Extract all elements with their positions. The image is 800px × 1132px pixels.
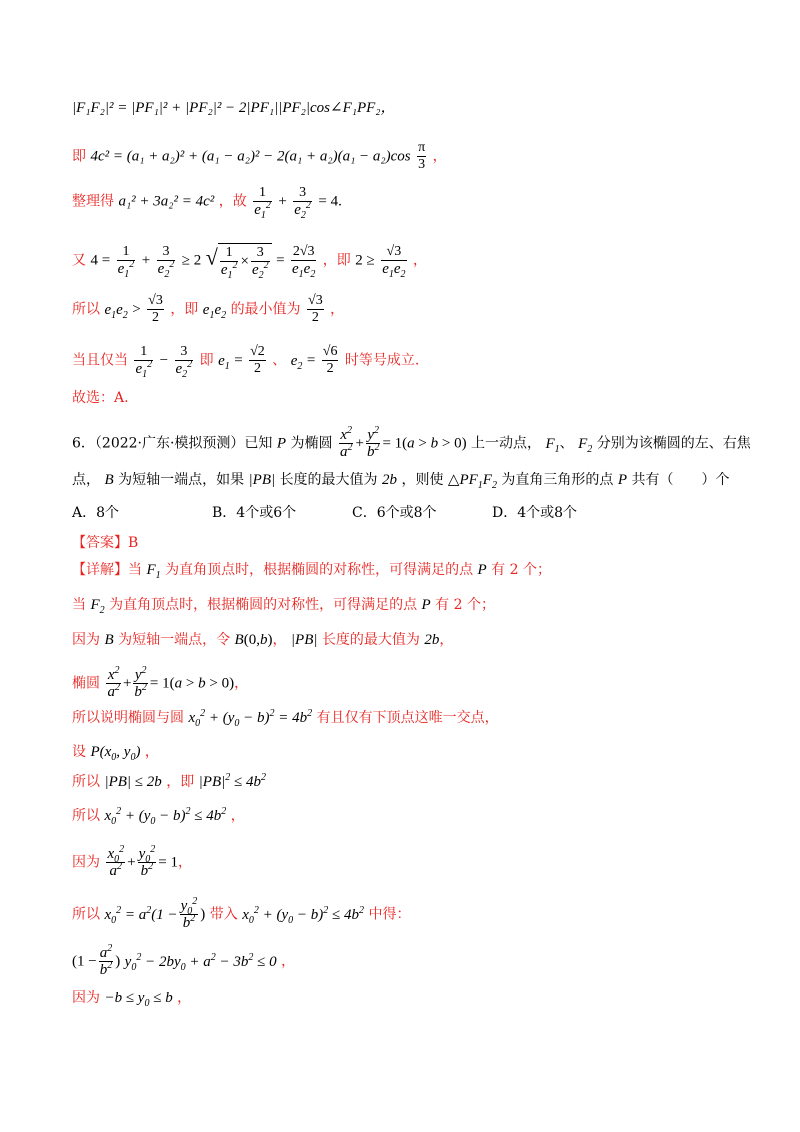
label-equality-holds: 时等号成立.	[344, 352, 420, 369]
label-you: 又	[72, 252, 86, 269]
text: 为短轴一端点，如果	[118, 472, 245, 488]
text: ，则使	[401, 472, 444, 488]
label-zhengli: 整理得	[72, 193, 114, 210]
text: 带入	[209, 906, 238, 923]
text: ，	[177, 990, 192, 1006]
option-b[interactable]: B．4个或6个	[212, 505, 297, 521]
label-ji: ，即	[322, 252, 351, 269]
comma: ，	[432, 148, 447, 165]
text: ，	[281, 953, 296, 970]
formula-line-5: 所以 $e_1e_2$ > $\frac{√3}{2}$ ，即 $e_1e_2$ 的最小值为 $\frac{√3}{2}$ ，	[72, 293, 345, 325]
text: 点，	[72, 472, 100, 488]
label-suoyi: 所以	[72, 301, 100, 318]
question-6-line-1: 6．（2022·广东·模拟预测）已知 P 为椭圆 $\frac{x^2}{a^2}$ + $\frac{y^2}{b^2}$ = 1(a > b > 0) 上一动点， $F_1$、 $F_2$ 分别为该椭圆的左、右焦	[72, 425, 751, 460]
choice-text: 故选：A.	[72, 390, 129, 406]
detail-line-11: (1 − $\frac{a^2}{b^2}$ ) $y_0^2 - 2by_0 + a^2 - 3b^2 \le 0$ ，	[72, 943, 296, 978]
detail-line-7: 所以 |PB| ≤ 2b ，即 $|PB|^2 \le 4b^2$	[72, 772, 266, 790]
label-iff: 当且仅当	[72, 352, 128, 369]
label-min-value: 的最小值为	[230, 301, 301, 318]
choice-result	[72, 388, 129, 408]
formula-line-2	[72, 140, 447, 173]
text: 有且仅有下顶点这唯一交点，	[316, 710, 499, 726]
text: 因为	[72, 990, 100, 1006]
text: ，	[144, 744, 159, 760]
detail-line-10: 所以 $x_0^2 = a^2(1$ − $\frac{y_0^2}{b^2}$ ) 带入 $x_0^2 + (y_0 - b)^2 \le 4b^2$ 中得：	[72, 896, 411, 931]
answer-text: 【答案】B	[72, 535, 139, 551]
text: 为椭圆	[290, 435, 333, 452]
option-c[interactable]: C．6个或8个	[352, 505, 437, 521]
formula-line-6: 当且仅当 $\frac{1}{e_1^2}$ − $\frac{3}{e_2^2}$ 即 $e_1$ = $\frac{√2}{2}$ 、 $e_2$ = $\frac{√6}{2}$ 时等号成立.	[72, 344, 420, 380]
text: 为短轴一端点，令	[118, 632, 231, 648]
text: 因为	[72, 632, 100, 648]
option-d[interactable]: D．4个或8个	[492, 505, 578, 521]
text: 有 2 个；	[491, 562, 551, 578]
text: 设	[72, 744, 86, 760]
equals-4: = 4.	[318, 193, 342, 210]
text: 因为	[72, 854, 100, 871]
text: 长度的最大值为	[279, 472, 378, 488]
question-6-line-2: 点， B 为短轴一端点，如果 |PB| 长度的最大值为 2b ，则使 $\triangle PF_1F_2$ 为直角三角形的点 P 共有（ ）个	[72, 472, 730, 491]
formula-text: |F₁F₂|² = |PF₁|² + |PF₂|² − 2|PF₁||PF₂|cos∠F₁PF₂，	[72, 100, 396, 116]
fraction-pi-over-3: $\frac{\pi}{3}$	[418, 140, 426, 172]
option-a[interactable]: A．8个	[72, 505, 120, 521]
formula-line-4: 又 4 = $\frac{1}{e_1^2}$ + $\frac{3}{e_2^2}$ ≥ 2 √ $\frac{1}{e_1^2}$ × $\frac{3}{e_2^2}$ = $\frac{2√3}{e_1e_2}$ ，即 2 ≥ $\frac{√3}{e_1e_2}$ ，	[72, 244, 427, 281]
detail-line-8: 所以 $x_0^2 + (y_0 - b)^2 \le 4b^2$ ，	[72, 806, 245, 827]
text: 所以说明椭圆与圆	[72, 710, 184, 726]
text: 椭圆	[72, 675, 100, 692]
detail-line-4: 椭圆 $\frac{x^2}{a^2}$ + $\frac{y^2}{b^2}$ = 1(a > b > 0)，	[72, 665, 249, 700]
text: 有 2 个；	[435, 597, 495, 613]
label-gu: ，故	[218, 193, 247, 210]
fraction-1-e1sq: $\frac{1}{e_1^2}$	[254, 185, 271, 221]
text: 为直角顶点时，根据椭圆的对称性，可得满足的点	[165, 562, 474, 578]
formula-simplified: a₁² + 3a₂² = 4c²	[118, 193, 215, 210]
text: 上一动点，	[471, 435, 542, 452]
text: 长度的最大值为	[321, 632, 420, 648]
detail-line-9: 因为 $\frac{x_0^2}{a^2}$ + $\frac{y_0^2}{b^2}$ = 1，	[72, 844, 192, 879]
detail-line-3: 因为 B 为短轴一端点，令 B(0,b)， |PB| 长度的最大值为 2b，	[72, 632, 454, 648]
detail-line-2: 当 $F_2$ 为直角顶点时，根据椭圆的对称性，可得满足的点 P 有 2 个；	[72, 597, 495, 616]
detail-line-1: 【详解】当 $F_1$ 为直角顶点时，根据椭圆的对称性，可得满足的点 P 有 2 个；	[72, 562, 551, 581]
label-ji: 即	[199, 352, 214, 369]
question-source: 6．（2022·广东·模拟预测）已知	[72, 435, 273, 452]
text: ，	[230, 808, 245, 824]
separator: 、	[272, 352, 287, 369]
fraction-3-e2sq: $\frac{3}{e_2^2}$	[294, 185, 311, 221]
comma: ，	[412, 252, 427, 269]
text: ，	[177, 854, 192, 871]
formula-law-of-cosines	[72, 98, 396, 118]
text: 为直角顶点时，根据椭圆的对称性，可得满足的点	[109, 597, 418, 613]
answer-line	[72, 533, 138, 553]
formula-expand: 4c² = (a₁ + a₂)² + (a₁ − a₂)² − 2(a₁ + a₂)(a₁ − a₂)cos	[90, 148, 411, 165]
text: 所以	[72, 808, 100, 824]
text: ，	[234, 675, 249, 692]
detail-line-5: 所以说明椭圆与圆 $x_0^2 + (y_0 - b)^2 = 4b^2$ 有且仅有下顶点这唯一交点，	[72, 708, 499, 729]
text: 【详解】当	[72, 562, 142, 578]
text: 中得：	[368, 906, 411, 923]
text: ，	[272, 632, 287, 648]
text: 为直角三角形的点	[501, 472, 614, 488]
label-ji: 即	[72, 148, 86, 165]
text: 分别为该椭圆的左、右焦	[596, 435, 751, 452]
text: 所以	[72, 774, 100, 790]
text: ，即	[166, 774, 195, 790]
label-ji: ，即	[170, 301, 199, 318]
detail-line-12: 因为 $-b \le y_0 \le b$ ，	[72, 990, 192, 1009]
text: 所以	[72, 906, 100, 923]
comma: ，	[330, 301, 345, 318]
detail-line-6: 设 $P(x_0$, $y_0$) ，	[72, 744, 159, 763]
formula-line-3: 整理得 a₁² + 3a₂² = 4c² ，故 $\frac{1}{e_1^2}$ + $\frac{3}{e_2^2}$ = 4.	[72, 185, 342, 221]
text: 、	[559, 435, 574, 452]
text: ，	[439, 632, 454, 648]
text: 当	[72, 597, 86, 613]
text: 共有（ ）个	[631, 472, 730, 488]
